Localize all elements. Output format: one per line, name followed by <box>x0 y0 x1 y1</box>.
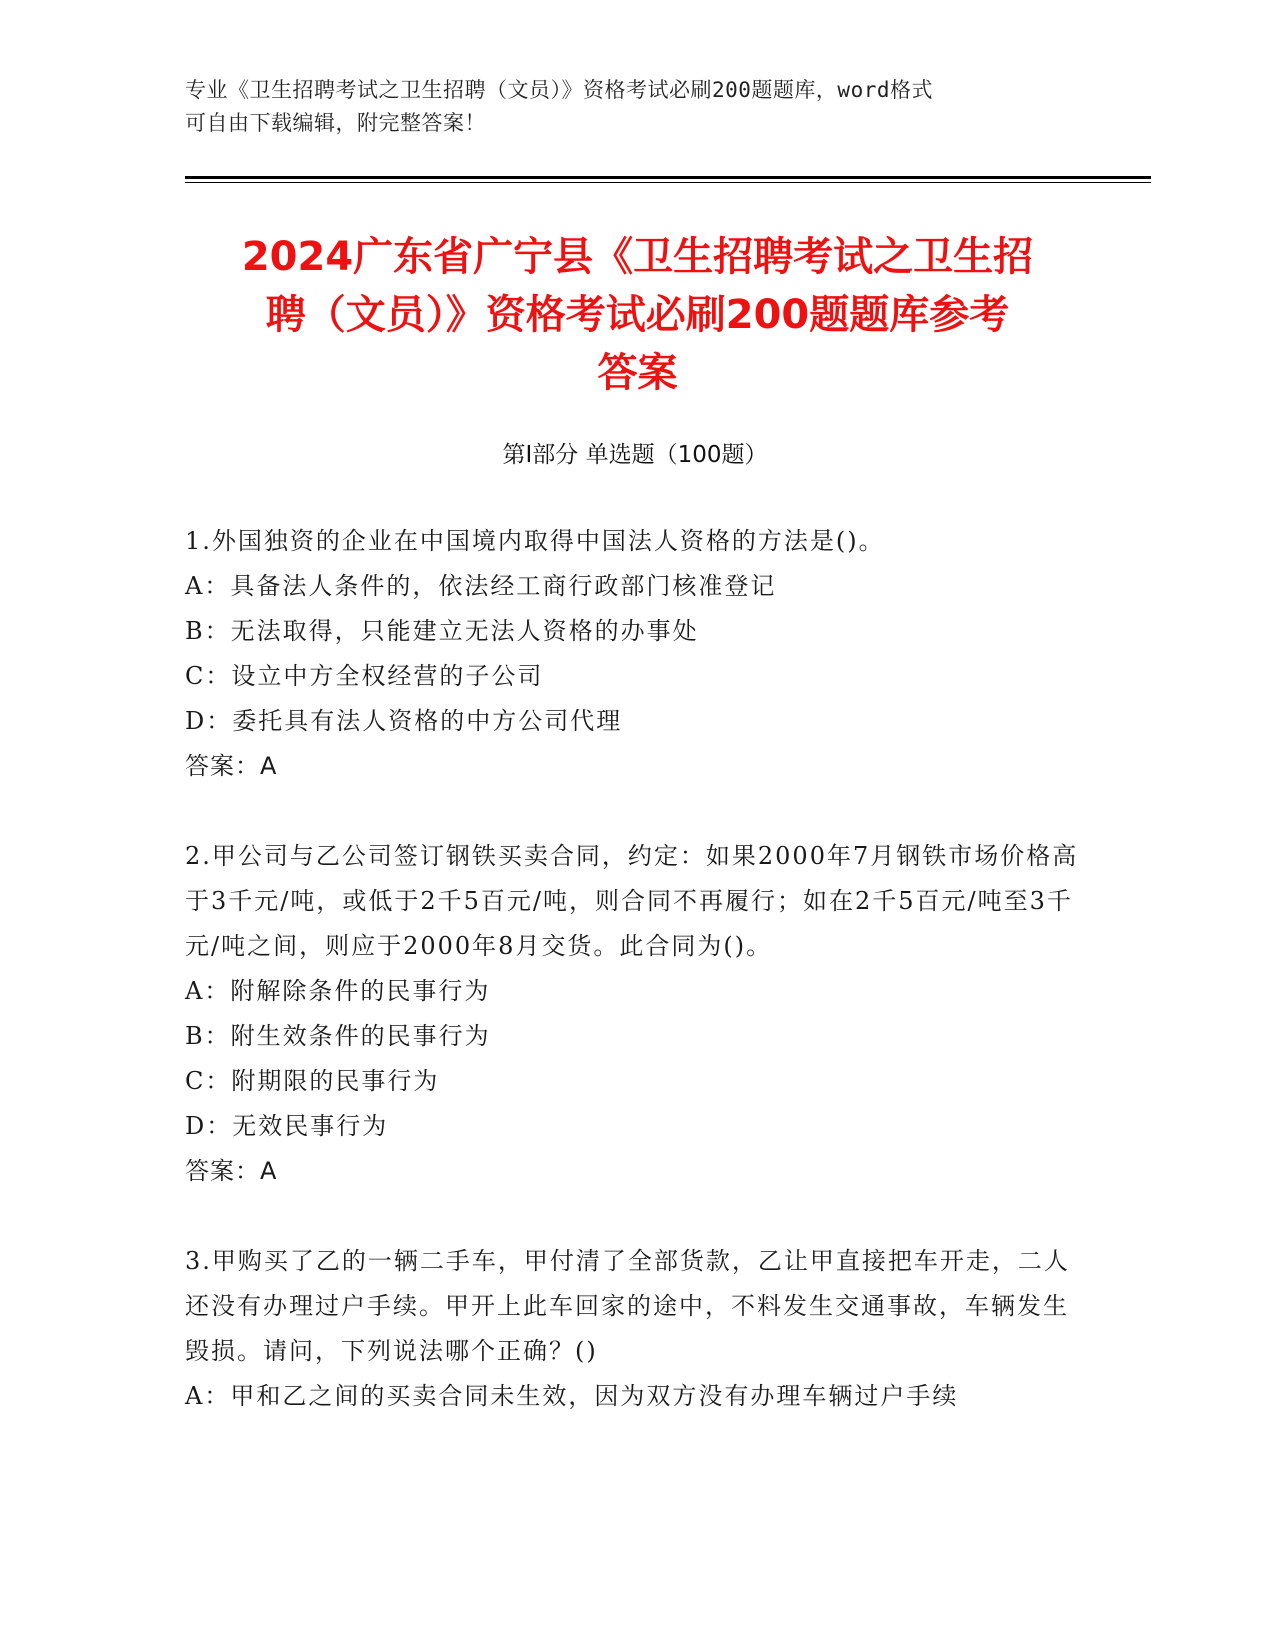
header-note-line-1: 专业《卫生招聘考试之卫生招聘（文员）》资格考试必刷200题题库，word格式 <box>185 78 933 102</box>
question-text: 1.外国独资的企业在中国境内取得中国法人资格的方法是()。 <box>185 527 885 555</box>
option-b: B：附生效条件的民事行为 <box>185 1022 491 1050</box>
option-d: D：委托具有法人资格的中方公司代理 <box>185 707 623 735</box>
question-2 <box>185 834 1080 1194</box>
question-text: 3.甲购买了乙的一辆二手车，甲付清了全部货款，乙让甲直接把车开走，二人还没有办理过户手续。甲开上此车回家的途中，不料发生交通事故，车辆发生毁损。请问，下列说法哪个正确？() <box>185 1247 1070 1365</box>
title-line-3: 答案 <box>597 350 678 396</box>
question-list <box>185 519 1080 1464</box>
document-header-note <box>185 74 1085 140</box>
answer-label: 答案：A <box>185 752 278 780</box>
option-a: A：附解除条件的民事行为 <box>185 977 491 1005</box>
question-1 <box>185 519 1080 789</box>
question-text: 2.甲公司与乙公司签订钢铁买卖合同，约定：如果2000年7月钢铁市场价格高于3千元/吨，或低于2千5百元/吨，则合同不再履行；如在2千5百元/吨至3千元/吨之间，则应于2000年8月交货。此合同为()。 <box>185 842 1079 960</box>
section-heading: 第Ⅰ部分 单选题（100题） <box>502 442 768 468</box>
answer-label: 答案：A <box>185 1157 278 1185</box>
option-b: B：无法取得，只能建立无法人资格的办事处 <box>185 617 699 645</box>
option-c: C：设立中方全权经营的子公司 <box>185 662 544 690</box>
option-a: A：具备法人条件的，依法经工商行政部门核准登记 <box>185 572 777 600</box>
document-title <box>150 228 1125 402</box>
title-line-2: 聘（文员）》资格考试必刷200题题库参考 <box>265 292 1010 338</box>
title-line-1: 2024广东省广宁县《卫生招聘考试之卫生招 <box>241 234 1034 280</box>
header-divider-thin <box>185 182 1151 183</box>
option-a: A：甲和乙之间的买卖合同未生效，因为双方没有办理车辆过户手续 <box>185 1382 959 1410</box>
header-note-line-2: 可自由下载编辑，附完整答案！ <box>185 111 486 135</box>
option-d: D：无效民事行为 <box>185 1112 389 1140</box>
option-c: C：附期限的民事行为 <box>185 1067 440 1095</box>
question-3 <box>185 1239 1080 1419</box>
header-divider <box>185 176 1151 179</box>
